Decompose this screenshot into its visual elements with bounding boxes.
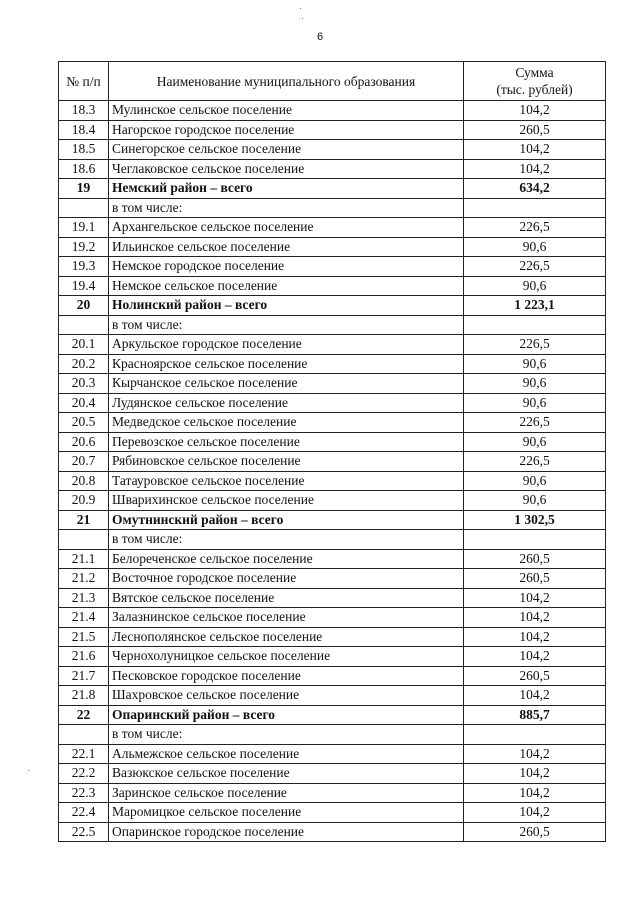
row-name: Немское сельское поселение <box>109 276 464 296</box>
row-name: Белореченское сельское поселение <box>109 549 464 569</box>
table-row <box>59 120 606 140</box>
row-number: 21.4 <box>59 608 109 628</box>
row-sum: 260,5 <box>464 549 606 569</box>
row-name: Восточное городское поселение <box>109 569 464 589</box>
row-number: 19.1 <box>59 218 109 238</box>
row-number: 20.5 <box>59 413 109 433</box>
row-number: 18.4 <box>59 120 109 140</box>
page-number: 6 <box>316 31 324 43</box>
table-row <box>59 335 606 355</box>
table-row <box>59 549 606 569</box>
table-row <box>59 686 606 706</box>
row-number: 20.1 <box>59 335 109 355</box>
row-sum <box>464 198 606 218</box>
table-row <box>59 569 606 589</box>
table-row <box>59 608 606 628</box>
row-name: Залазнинское сельское поселение <box>109 608 464 628</box>
row-name: Архангельское сельское поселение <box>109 218 464 238</box>
row-number: 21.6 <box>59 647 109 667</box>
row-name: Альмежское сельское поселение <box>109 744 464 764</box>
row-number: 18.6 <box>59 159 109 179</box>
row-sum: 260,5 <box>464 822 606 842</box>
row-name: Заринское сельское поселение <box>109 783 464 803</box>
row-sum <box>464 530 606 550</box>
table-row <box>59 237 606 257</box>
row-sum: 90,6 <box>464 354 606 374</box>
row-sum <box>464 315 606 335</box>
row-number: 21.5 <box>59 627 109 647</box>
table-row <box>59 413 606 433</box>
table-row <box>59 491 606 511</box>
row-sum: 226,5 <box>464 452 606 472</box>
allocation-table <box>58 61 606 842</box>
header-sum-line2: (тыс. рублей) <box>496 82 573 97</box>
row-number: 22.2 <box>59 764 109 784</box>
row-name: Красноярское сельское поселение <box>109 354 464 374</box>
row-sum: 104,2 <box>464 588 606 608</box>
row-number: 20.8 <box>59 471 109 491</box>
row-name: Ильинское сельское поселение <box>109 237 464 257</box>
row-number <box>59 530 109 550</box>
row-name: Немское городское поселение <box>109 257 464 277</box>
row-number: 20.2 <box>59 354 109 374</box>
row-name: Нолинский район – всего <box>109 296 464 316</box>
row-sum: 260,5 <box>464 666 606 686</box>
row-name: Кырчанское сельское поселение <box>109 374 464 394</box>
row-number: 20 <box>59 296 109 316</box>
row-name: Чернохолуницкое сельское поселение <box>109 647 464 667</box>
row-sum: 885,7 <box>464 705 606 725</box>
row-name: в том числе: <box>109 530 464 550</box>
row-number <box>59 315 109 335</box>
table-row-district-total <box>59 705 606 725</box>
row-name: Опаринский район – всего <box>109 705 464 725</box>
row-sum: 104,2 <box>464 140 606 160</box>
row-number: 19.4 <box>59 276 109 296</box>
row-sum: 104,2 <box>464 608 606 628</box>
table-row <box>59 764 606 784</box>
row-sum: 90,6 <box>464 432 606 452</box>
row-name: Шахровское сельское поселение <box>109 686 464 706</box>
row-name: в том числе: <box>109 725 464 745</box>
table-row-district-total <box>59 296 606 316</box>
row-sum: 104,2 <box>464 803 606 823</box>
row-number: 19.3 <box>59 257 109 277</box>
table-row <box>59 471 606 491</box>
row-sum: 90,6 <box>464 276 606 296</box>
row-name: Аркульское городское поселение <box>109 335 464 355</box>
row-number: 22 <box>59 705 109 725</box>
table-row-district-total <box>59 179 606 199</box>
row-number: 21.7 <box>59 666 109 686</box>
scan-speck <box>302 18 303 19</box>
row-name: Медведское сельское поселение <box>109 413 464 433</box>
row-sum: 104,2 <box>464 101 606 121</box>
table-row <box>59 159 606 179</box>
row-number <box>59 725 109 745</box>
table-row <box>59 101 606 121</box>
scan-speck <box>300 8 301 9</box>
scan-speck <box>28 770 29 771</box>
row-name: Вятское сельское поселение <box>109 588 464 608</box>
row-sum: 104,2 <box>464 764 606 784</box>
row-name: Лудянское сельское поселение <box>109 393 464 413</box>
table-row <box>59 218 606 238</box>
row-sum: 260,5 <box>464 569 606 589</box>
row-name: Нагорское городское поселение <box>109 120 464 140</box>
table-row <box>59 374 606 394</box>
row-sum: 226,5 <box>464 218 606 238</box>
row-number: 22.5 <box>59 822 109 842</box>
row-sum: 104,2 <box>464 686 606 706</box>
table-row <box>59 452 606 472</box>
row-name: в том числе: <box>109 315 464 335</box>
table-row <box>59 647 606 667</box>
row-sum: 1 302,5 <box>464 510 606 530</box>
row-name: Татауровское сельское поселение <box>109 471 464 491</box>
table-row <box>59 198 606 218</box>
row-name: Мулинское сельское поселение <box>109 101 464 121</box>
table-row <box>59 783 606 803</box>
row-sum: 226,5 <box>464 335 606 355</box>
header-sum <box>464 62 606 101</box>
row-sum: 104,2 <box>464 159 606 179</box>
row-sum: 226,5 <box>464 257 606 277</box>
row-name: Чеглаковское сельское поселение <box>109 159 464 179</box>
row-name: Шварихинское сельское поселение <box>109 491 464 511</box>
row-sum: 104,2 <box>464 647 606 667</box>
row-number: 22.1 <box>59 744 109 764</box>
row-sum: 226,5 <box>464 413 606 433</box>
table-row <box>59 140 606 160</box>
row-name: в том числе: <box>109 198 464 218</box>
table-row <box>59 803 606 823</box>
row-name: Песковское городское поселение <box>109 666 464 686</box>
table-row <box>59 725 606 745</box>
row-name: Синегорское сельское поселение <box>109 140 464 160</box>
table-row <box>59 744 606 764</box>
row-sum: 634,2 <box>464 179 606 199</box>
header-number: № п/п <box>59 62 109 101</box>
row-number: 18.3 <box>59 101 109 121</box>
row-number: 20.6 <box>59 432 109 452</box>
row-number: 21 <box>59 510 109 530</box>
row-sum: 1 223,1 <box>464 296 606 316</box>
row-name: Омутнинский район – всего <box>109 510 464 530</box>
table-header-row <box>59 62 606 101</box>
table-row <box>59 257 606 277</box>
table-row-district-total <box>59 510 606 530</box>
row-sum: 90,6 <box>464 374 606 394</box>
row-number: 19.2 <box>59 237 109 257</box>
row-sum: 260,5 <box>464 120 606 140</box>
header-name: Наименование муниципального образования <box>109 62 464 101</box>
row-sum: 104,2 <box>464 627 606 647</box>
header-sum-line1: Сумма <box>515 65 554 80</box>
row-sum: 104,2 <box>464 744 606 764</box>
row-number: 20.3 <box>59 374 109 394</box>
table-row <box>59 822 606 842</box>
table-row <box>59 627 606 647</box>
row-number: 20.7 <box>59 452 109 472</box>
table-row <box>59 393 606 413</box>
row-number: 18.5 <box>59 140 109 160</box>
row-number: 22.3 <box>59 783 109 803</box>
row-sum: 104,2 <box>464 783 606 803</box>
table-row <box>59 530 606 550</box>
row-number <box>59 198 109 218</box>
row-name: Рябиновское сельское поселение <box>109 452 464 472</box>
row-sum: 90,6 <box>464 393 606 413</box>
row-number: 21.8 <box>59 686 109 706</box>
table-row <box>59 315 606 335</box>
row-name: Опаринское городское поселение <box>109 822 464 842</box>
row-name: Немский район – всего <box>109 179 464 199</box>
row-name: Леснополянское сельское поселение <box>109 627 464 647</box>
row-name: Маромицкое сельское поселение <box>109 803 464 823</box>
row-sum: 90,6 <box>464 491 606 511</box>
row-number: 22.4 <box>59 803 109 823</box>
row-number: 20.9 <box>59 491 109 511</box>
table-row <box>59 432 606 452</box>
row-sum <box>464 725 606 745</box>
table-row <box>59 276 606 296</box>
row-number: 21.3 <box>59 588 109 608</box>
row-sum: 90,6 <box>464 471 606 491</box>
row-number: 20.4 <box>59 393 109 413</box>
row-name: Перевозское сельское поселение <box>109 432 464 452</box>
row-number: 19 <box>59 179 109 199</box>
row-name: Вазюкское сельское поселение <box>109 764 464 784</box>
table-row <box>59 588 606 608</box>
table-row <box>59 354 606 374</box>
row-number: 21.1 <box>59 549 109 569</box>
row-sum: 90,6 <box>464 237 606 257</box>
row-number: 21.2 <box>59 569 109 589</box>
table-row <box>59 666 606 686</box>
